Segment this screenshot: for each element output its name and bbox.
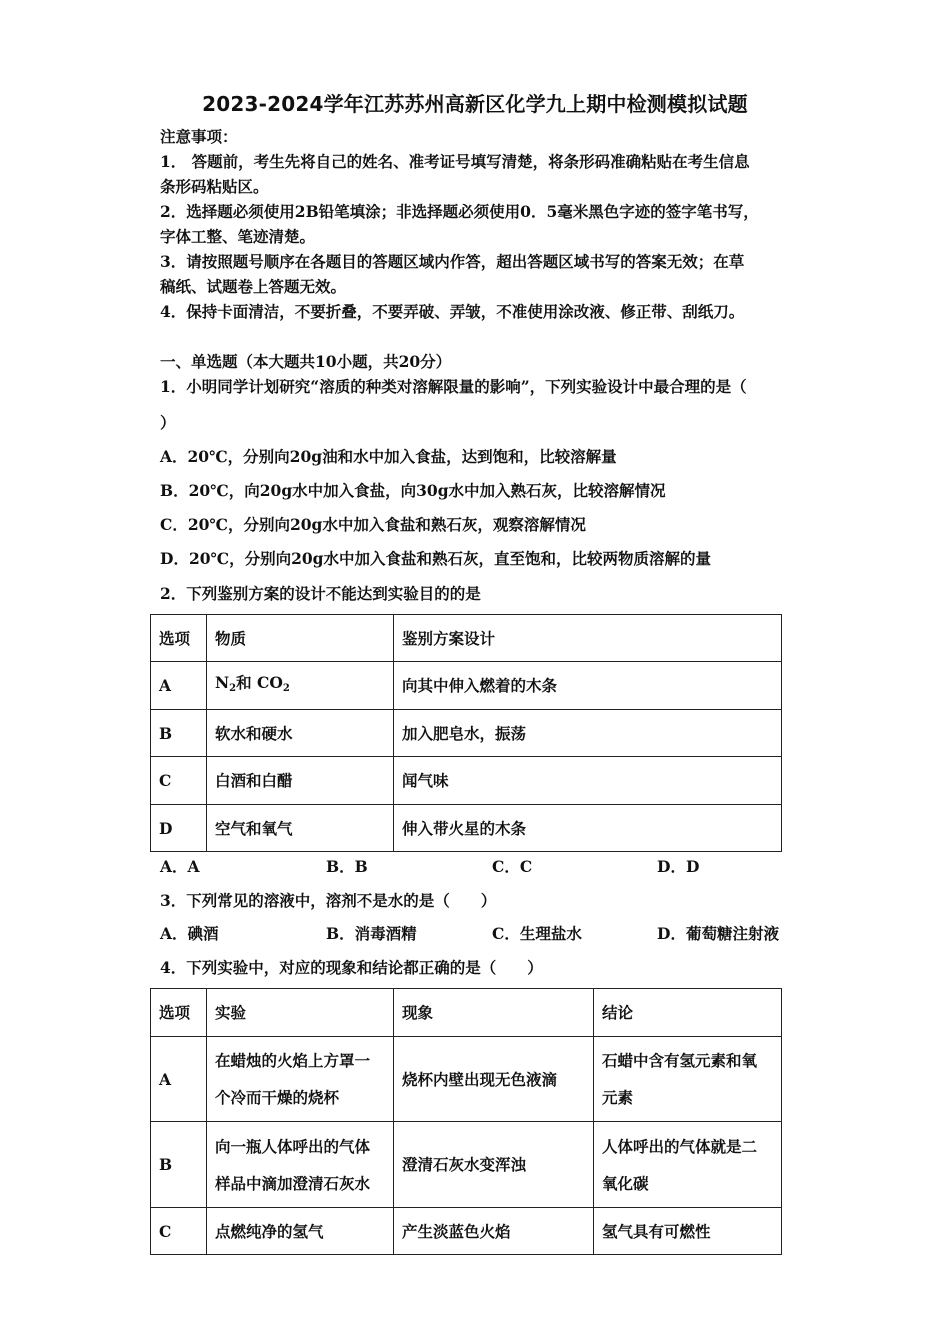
phenomenon-cell: 烧杯内壁出现无色液滴 [394,1037,594,1122]
substance-cell: 软水和硬水 [207,710,394,757]
choice-c: C．C [492,857,533,876]
header-cell: 现象 [394,989,594,1037]
header-cell: 实验 [207,989,394,1037]
notice-line: 条形码粘贴区。 [160,177,269,196]
option-cell: A [151,662,207,710]
conclusion-cell: 人体呼出的气体就是二 氧化碳 [594,1122,782,1208]
choice-d: D．D [657,857,700,876]
experiment-cell: 向一瓶人体呼出的气体 样品中滴加澄清石灰水 [207,1122,394,1208]
page-title: 2023-2024学年江苏苏州高新区化学九上期中检测模拟试题 [202,92,748,116]
experiment-cell: 在蜡烛的火焰上方罩一 个冷而干燥的烧杯 [207,1037,394,1122]
substance-cell: 白酒和白醋 [207,757,394,805]
substance-cell: 空气和氧气 [207,805,394,852]
table-row [151,1208,782,1255]
table-row [151,1122,782,1208]
table-row [151,1037,782,1122]
question-1-option-a: A．20℃，分别向20g油和水中加入食盐，达到饱和，比较溶解量 [160,447,617,466]
notice-line: 4．保持卡面清洁，不要折叠，不要弄破、弄皱，不准使用涂改液、修正带、刮纸刀。 [160,302,745,321]
conclusion-cell: 氢气具有可燃性 [594,1208,782,1255]
header-cell: 物质 [207,615,394,662]
header-cell: 鉴别方案设计 [394,615,782,662]
question-4-table [150,988,782,1255]
section-heading: 一、单选题（本大题共10小题，共20分） [160,352,452,371]
table-row [151,805,782,852]
notice-heading: 注意事项： [160,127,238,146]
choice-b: B．消毒酒精 [326,924,417,943]
notice-line: 字体工整、笔迹清楚。 [160,227,316,246]
option-cell: C [151,757,207,805]
substance-cell: $N_2$和 $CO_2$ [207,662,394,710]
table-header-row [151,989,782,1037]
question-1-stem: 1．小明同学计划研究“溶质的种类对溶解限量的影响”，下列实验设计中最合理的是（ [160,377,747,396]
notice-line: 稿纸、试题卷上答题无效。 [160,277,347,296]
question-2-table [150,614,782,852]
method-cell: 向其中伸入燃着的木条 [394,662,782,710]
notice-line: 2．选择题必须使用2B铅笔填涂；非选择题必须使用0．5毫米黑色字迹的签字笔书写， [160,202,759,221]
question-1-option-c: C．20℃，分别向20g水中加入食盐和熟石灰，观察溶解情况 [160,515,586,534]
option-cell: C [151,1208,207,1255]
option-cell: D [151,805,207,852]
choice-a: A．A [160,857,200,876]
option-cell: B [151,710,207,757]
header-cell: 结论 [594,989,782,1037]
experiment-cell: 点燃纯净的氢气 [207,1208,394,1255]
phenomenon-cell: 澄清石灰水变浑浊 [394,1122,594,1208]
notice-line: 3．请按照题号顺序在各题目的答题区域内作答，超出答题区域书写的答案无效；在草 [160,252,745,271]
question-3-stem: 3．下列常见的溶液中，溶剂不是水的是（ ） [160,891,497,910]
choice-d: D．葡萄糖注射液 [657,924,779,943]
header-cell: 选项 [151,989,207,1037]
notice-line: 1． 答题前，考生先将自己的姓名、准考证号填写清楚，将条形码准确粘贴在考生信息 [160,152,750,171]
question-2-stem: 2．下列鉴别方案的设计不能达到实验目的的是 [160,584,481,603]
question-1-option-b: B．20℃，向20g水中加入食盐，向30g水中加入熟石灰，比较溶解情况 [160,481,666,500]
method-cell: 伸入带火星的木条 [394,805,782,852]
table-header-row [151,615,782,662]
question-1-stem-end: ） [160,413,176,432]
question-1-option-d: D．20℃，分别向20g水中加入食盐和熟石灰，直至饱和，比较两物质溶解的量 [160,549,711,568]
table-row [151,662,782,710]
table-row [151,710,782,757]
choice-c: C．生理盐水 [492,924,582,943]
phenomenon-cell: 产生淡蓝色火焰 [394,1208,594,1255]
choice-a: A．碘酒 [160,924,219,943]
option-cell: B [151,1122,207,1208]
conclusion-cell: 石蜡中含有氢元素和氧 元素 [594,1037,782,1122]
choice-b: B．B [326,857,368,876]
method-cell: 闻气味 [394,757,782,805]
option-cell: A [151,1037,207,1122]
header-cell: 选项 [151,615,207,662]
table-row [151,757,782,805]
method-cell: 加入肥皂水，振荡 [394,710,782,757]
question-4-stem: 4．下列实验中，对应的现象和结论都正确的是（ ） [160,958,543,977]
